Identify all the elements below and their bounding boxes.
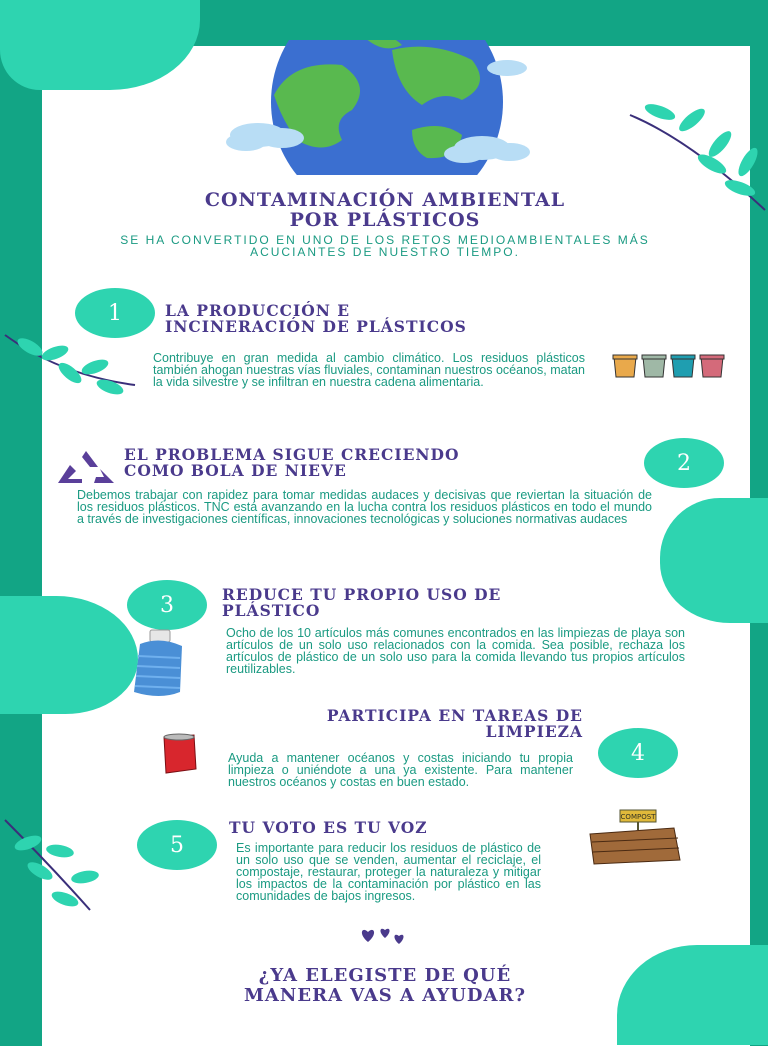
compost-box-icon xyxy=(584,808,684,866)
section-number-badge: 5 xyxy=(137,820,217,870)
hearts-icon xyxy=(358,924,408,946)
recycle-arrows-icon xyxy=(54,449,118,485)
section-body: Ocho de los 10 artículos más comunes encontrados en las limpiezas de playa son artículos de un solo uso relacionados con la comida. Sea posible, rechaza los artículos de plástico de un solo uso para la comida llevando tus propios artículos reutilizables. xyxy=(226,626,685,676)
page-title-line: CONTAMINACIÓN AMBIENTAL xyxy=(204,189,566,211)
section-title-line: PARTICIPA EN TAREAS DE xyxy=(326,706,583,725)
closing-question-line: ¿YA ELEGISTE DE QUÉ xyxy=(258,965,512,986)
section-title-line: PLÁSTICO xyxy=(222,601,321,620)
leaf-branch-icon xyxy=(0,815,130,915)
compost-label: COMPOST xyxy=(620,813,656,821)
page-title xyxy=(90,190,680,230)
section-title xyxy=(124,447,624,479)
section-body: Contribuye en gran medida al cambio climático. Los residuos plásticos también ahogan nuestras vías fluviales, contaminan nuestros océanos, matan la vida silvestre y se infiltran en nuestra cadena alimentaria. xyxy=(153,351,585,389)
section-title-line: LA PRODUCCIÓN E xyxy=(165,301,351,320)
section-number-badge: 2 xyxy=(644,438,724,488)
section-body: Debemos trabajar con rapidez para tomar medidas audaces y decisivas que reviertan la situación de los residuos plásticos. TNC está avanzando en la lucha contra los residuos plásticos en todo el mundo a través de investigaciones científicas, innovaciones tecnológicas y soluciones normativas audaces xyxy=(77,488,652,526)
earth-icon xyxy=(212,40,552,175)
section-number-badge: 4 xyxy=(598,728,678,778)
section-body: Es importante para reducir los residuos de plástico de un solo uso que se venden, aumentar el reciclaje, el compostaje, restaurar, proteger la naturaleza y mitigar los impactos de la contaminación por plástico en las comunidades de bajos ingresos. xyxy=(236,841,541,903)
section-title xyxy=(229,820,529,836)
closing-question xyxy=(160,966,610,1006)
section-title-line: EL PROBLEMA SIGUE CRECIENDO xyxy=(124,445,460,464)
soda-can-icon xyxy=(156,733,202,775)
closing-question-line: MANERA VAS A AYUDAR? xyxy=(244,985,526,1006)
section-body: Ayuda a mantener océanos y costas iniciando tu propia limpieza o uniéndote a una ya existente. Para mantener nuestros océanos y costas en buen estado. xyxy=(228,751,573,789)
plastic-bottle-icon xyxy=(126,628,190,700)
section-title xyxy=(222,587,642,619)
section-title-line: REDUCE TU PROPIO USO DE xyxy=(222,585,502,604)
section-title-line: COMO BOLA DE NIEVE xyxy=(124,461,347,480)
section-title-line: TU VOTO ES TU VOZ xyxy=(229,818,428,837)
section-number-badge: 1 xyxy=(75,288,155,338)
section-title xyxy=(165,303,625,335)
section-title-line: INCINERACIÓN DE PLÁSTICOS xyxy=(165,317,467,336)
page-title-line: POR PLÁSTICOS xyxy=(289,209,481,231)
recycle-bins-icon xyxy=(612,353,726,379)
section-title-line: LIMPIEZA xyxy=(485,722,583,741)
page-subtitle: SE HA CONVERTIDO EN UNO DE LOS RETOS MEDIOAMBIENTALES MÁS ACUCIANTES DE NUESTRO TIEMPO. xyxy=(120,233,650,259)
section-title xyxy=(198,708,583,740)
section-number-badge: 3 xyxy=(127,580,207,630)
